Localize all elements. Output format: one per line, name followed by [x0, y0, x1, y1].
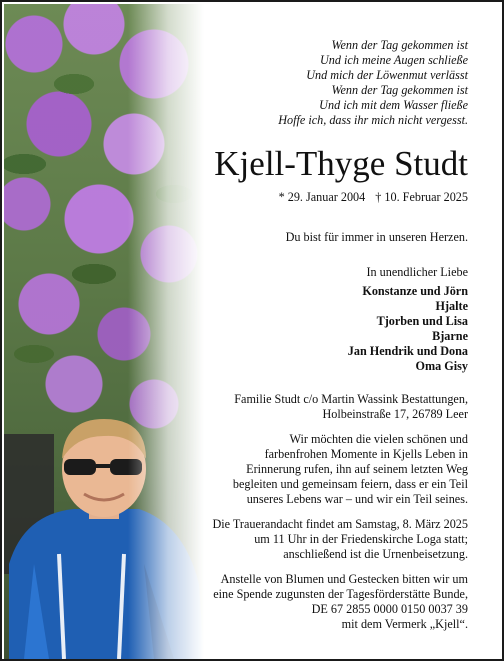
- gratitude-line: Erinnerung rufen, ihn auf seinem letzten Weg: [246, 462, 468, 476]
- contact-address: [172, 392, 468, 422]
- service-line: anschließend ist die Urnenbeisetzung.: [283, 547, 468, 561]
- gratitude-paragraph: [172, 432, 468, 507]
- poem: [172, 38, 468, 128]
- donation-line: eine Spende zugunsten der Tagesförderstätte Bunde,: [213, 587, 468, 601]
- donation-info: [172, 572, 468, 632]
- mourner: Oma Gisy: [415, 359, 468, 373]
- poem-line: Und mich der Löwenmut verlässt: [306, 68, 468, 82]
- service-line: um 11 Uhr in der Friedenskirche Loga statt;: [254, 532, 468, 546]
- poem-line: Wenn der Tag gekommen ist: [331, 38, 468, 52]
- gratitude-line: begleiten und gemeinsam feiern, dass er ein Teil: [232, 477, 468, 491]
- mourner: Tjorben und Lisa: [376, 314, 468, 328]
- gratitude-line: unseres Lebens war – und wir ein Teil seines.: [246, 492, 468, 506]
- notice-text: [172, 38, 468, 632]
- birth-date: * 29. Januar 2004: [278, 190, 366, 204]
- donation-line: Anstelle von Blumen und Gestecken bitten wir um: [220, 572, 468, 586]
- poem-line: Hoffe ich, dass ihr mich nicht vergesst.: [278, 113, 468, 127]
- tribute-line: Du bist für immer in unseren Herzen.: [285, 230, 468, 244]
- poem-line: Wenn der Tag gekommen ist: [331, 83, 468, 97]
- donation-line: mit dem Vermerk „Kjell“.: [341, 617, 468, 631]
- mourner: Bjarne: [432, 329, 468, 343]
- gratitude-line: Wir möchten die vielen schönen und: [289, 432, 468, 446]
- mourner: Jan Hendrik und Dona: [347, 344, 468, 358]
- mourner: Konstanze und Jörn: [362, 284, 468, 298]
- life-dates: [172, 190, 468, 205]
- mourners-list: [172, 284, 468, 374]
- gratitude-line: farbenfrohen Momente in Kjells Leben in: [264, 447, 468, 461]
- service-info: [172, 517, 468, 562]
- mourner: Hjalte: [435, 299, 468, 313]
- donation-iban: DE 67 2855 0000 0150 0037 39: [311, 602, 468, 616]
- service-line: Die Trauerandacht findet am Samstag, 8. März 2025: [212, 517, 468, 531]
- address-line: Familie Studt c/o Martin Wassink Bestattungen,: [234, 392, 468, 406]
- poem-line: Und ich meine Augen schließe: [319, 53, 468, 67]
- address-line: Holbeinstraße 17, 26789 Leer: [322, 407, 468, 421]
- death-date: † 10. Februar 2025: [375, 190, 468, 204]
- poem-line: Und ich mit dem Wasser fließe: [319, 98, 468, 112]
- deceased-name: Kjell-Thyge Studt: [214, 144, 468, 183]
- love-intro: In unendlicher Liebe: [366, 265, 468, 279]
